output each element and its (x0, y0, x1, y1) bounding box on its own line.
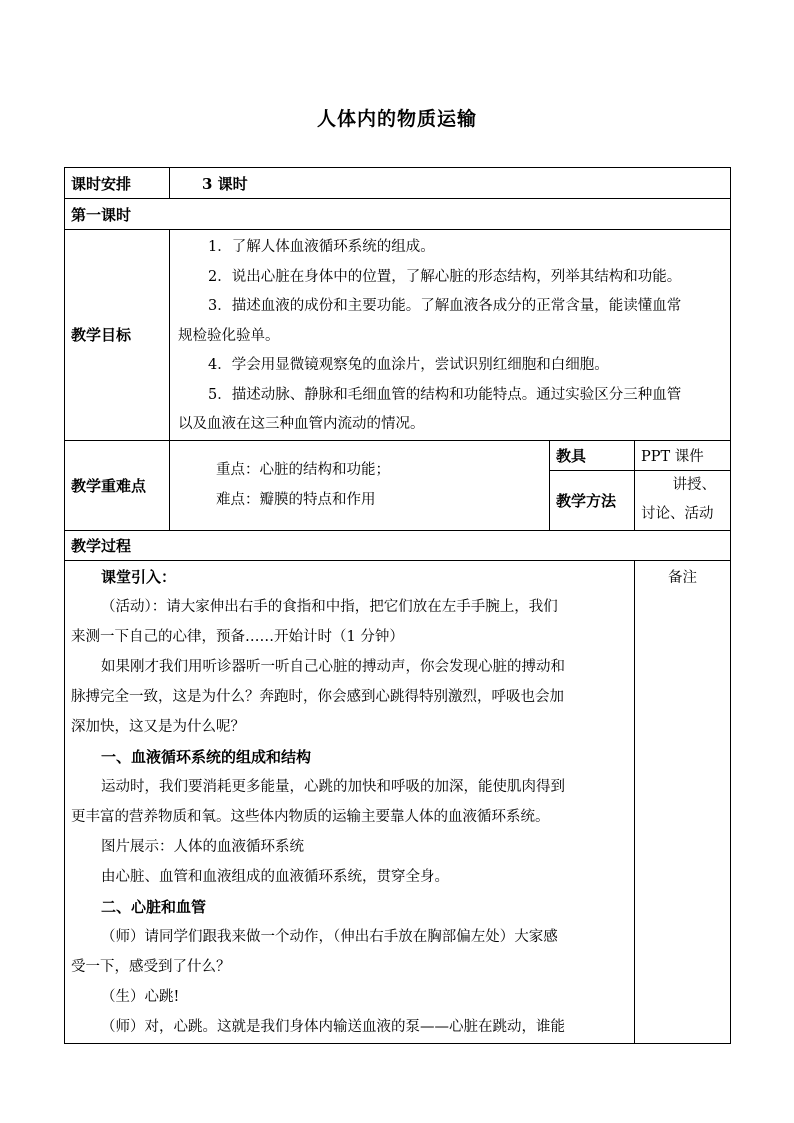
key-points-label: 教学重难点 (65, 440, 170, 530)
process-line: （师）对，心跳。这就是我们身体内输送血液的泵——心脏在跳动，谁能 (101, 1018, 565, 1035)
goal-line: 规检验化验单。 (178, 327, 280, 344)
first-lesson-heading: 第一课时 (65, 199, 731, 230)
goal-line: 以及血液在这三种血管内流动的情况。 (178, 416, 425, 432)
process-line: 更丰富的营养物质和氧。这些体内物质的运输主要靠人体的血液循环系统。 (71, 808, 550, 825)
goal-line: 3．描述血液的成份和主要功能。了解血液各成分的正常含量，能读懂血常 (208, 298, 682, 314)
goals-label: 教学目标 (65, 230, 170, 441)
remark-label: 备注 (668, 569, 697, 586)
process-line: （生）心跳! (101, 988, 180, 1005)
process-line: （师）请同学们跟我来做一个动作，（伸出右手放在胸部偏左处）大家感 (101, 928, 558, 945)
goal-line: 5．描述动脉、静脉和毛细血管的结构和功能特点。通过实验区分三种血管 (208, 386, 682, 403)
tools-label: 教具 (550, 440, 635, 470)
process-line: 课堂引入： (101, 567, 177, 586)
key-points-content (170, 440, 550, 530)
tools-value: PPT 课件 (635, 440, 731, 470)
document-title: 人体内的物质运输 (316, 108, 477, 130)
key-point-text: 重点：心脏的结构和功能； (216, 462, 390, 478)
section-heading: 一、血液循环系统的组成和结构 (101, 747, 312, 766)
process-line: 深加快，这又是为什么呢？ (71, 718, 245, 735)
process-row (65, 560, 731, 1043)
schedule-value: 3 课时 (170, 168, 731, 199)
process-label: 教学过程 (65, 530, 731, 560)
difficult-point-text: 难点：瓣膜的特点和作用 (216, 492, 376, 508)
remark-column (635, 560, 731, 1043)
section-heading: 二、心脏和血管 (101, 897, 207, 916)
goals-row (65, 230, 731, 441)
goal-line: 4．学会用显微镜观察兔的血涂片，尝试识别红细胞和白细胞。 (208, 357, 609, 373)
process-line: （活动）：请大家伸出右手的食指和中指，把它们放在左手手腕上，我们 (101, 598, 558, 615)
process-line: 受一下，感受到了什么？ (71, 958, 231, 975)
goal-line: 1．了解人体血液循环系统的组成。 (208, 239, 435, 255)
first-lesson-row (65, 199, 731, 230)
lesson-plan-table (64, 167, 731, 1044)
process-line: 来测一下自己的心律，预备……开始计时（1 分钟） (71, 628, 404, 645)
goals-content (170, 230, 731, 441)
process-line: 如果刚才我们用听诊器听一听自己心脏的搏动声，你会发现心脏的搏动和 (101, 658, 565, 675)
schedule-label: 课时安排 (65, 168, 170, 199)
methods-label: 教学方法 (550, 470, 635, 530)
methods-line-2: 讨论、活动 (641, 506, 714, 522)
methods-value (635, 470, 731, 530)
process-heading-row (65, 530, 731, 560)
process-content (65, 560, 635, 1043)
process-line: 图片展示：人体的血液循环系统 (101, 838, 304, 855)
schedule-row (65, 168, 731, 199)
goal-line: 2．说出心脏在身体中的位置，了解心脏的形态结构，列举其结构和功能。 (208, 268, 682, 285)
process-line: 脉搏完全一致，这是为什么？奔跑时，你会感到心跳得特别激烈，呼吸也会加 (71, 688, 564, 705)
process-line: 由心脏、血管和血液组成的血液循环系统，贯穿全身。 (101, 868, 449, 885)
key-points-row-1 (65, 440, 731, 470)
methods-line-1: 讲授、 (672, 476, 717, 493)
process-line: 运动时，我们要消耗更多能量，心跳的加快和呼吸的加深，能使肌肉得到 (101, 778, 565, 795)
